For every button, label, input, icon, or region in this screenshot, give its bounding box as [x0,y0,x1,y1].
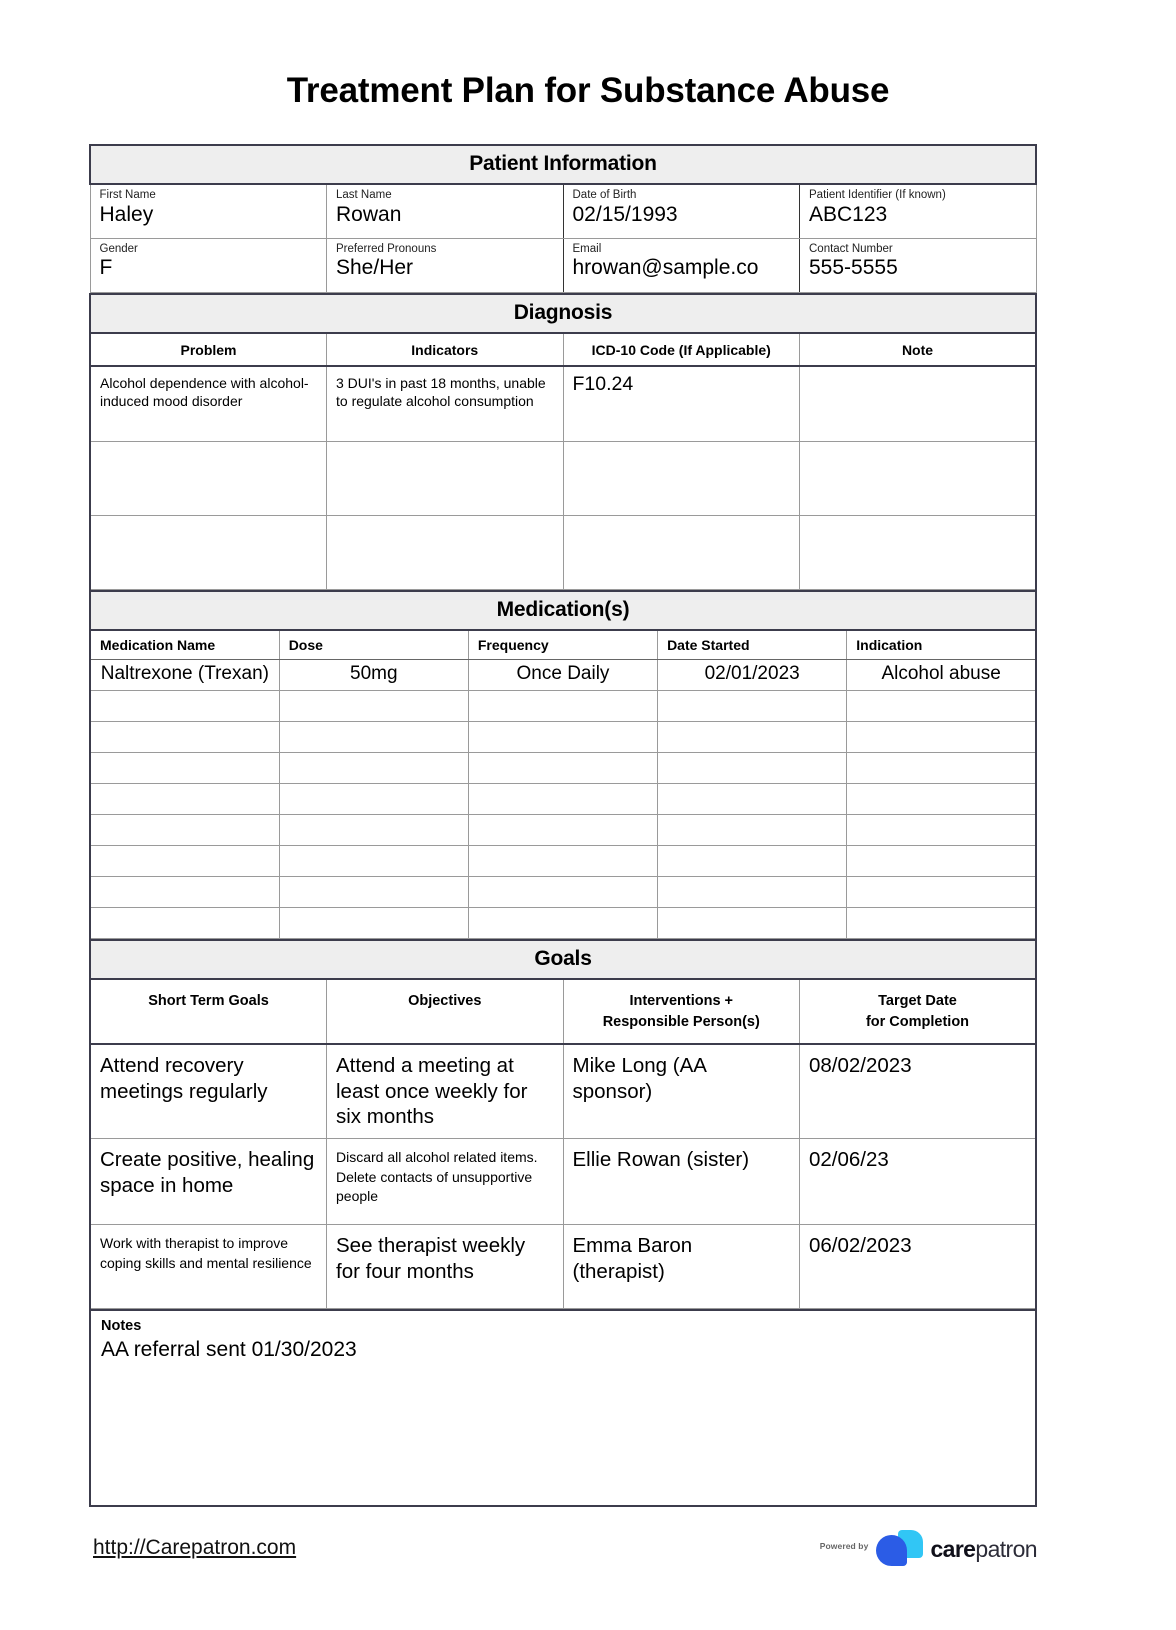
carepatron-branding [820,1530,1037,1566]
notes-text[interactable]: AA referral sent 01/30/2023 [101,1338,357,1362]
goal-cell-target-date[interactable]: 08/02/2023 [800,1044,1037,1138]
goals-table [89,939,1037,1309]
goals-col-target-date-line1: Target Date [878,993,957,1009]
diagnosis-col-icd10: ICD-10 Code (If Applicable) [563,333,800,366]
notes-row [90,1310,1036,1506]
field-gender-label: Gender [99,242,138,255]
goal-cell-target-date[interactable]: 02/06/23 [800,1139,1037,1225]
goal-cell-objective[interactable]: Discard all alcohol related items. Delete contacts of unsupportive people [327,1139,564,1225]
page-title: Treatment Plan for Substance Abuse [286,71,890,110]
medication-cell-date-started[interactable] [658,846,847,877]
medications-col-dose: Dose [279,630,468,660]
field-email-label: Email [572,242,602,255]
medication-cell-dose[interactable] [279,753,468,784]
goals-col-objectives: Objectives [327,979,564,1044]
patient-information-table [89,144,1037,293]
medication-cell-name[interactable] [90,753,279,784]
medication-cell-frequency[interactable] [468,877,657,908]
field-preferred-pronouns[interactable] [327,238,564,292]
diagnosis-col-problem: Problem [90,333,327,366]
patient-info-row-1 [90,184,1036,238]
diagnosis-cell-note[interactable] [800,516,1037,590]
diagnosis-row [90,516,1036,590]
patient-information-banner-row [90,145,1036,184]
medication-cell-indication[interactable] [847,722,1036,753]
field-last-name-label: Last Name [336,189,392,201]
medication-cell-date-started[interactable]: 02/01/2023 [658,660,847,691]
medication-row [90,660,1036,691]
diagnosis-cell-icd10[interactable] [563,516,800,590]
medication-cell-frequency[interactable] [468,908,657,939]
field-gender-value: F [99,256,113,280]
medication-cell-indication[interactable] [847,784,1036,815]
medications-header-row [90,630,1036,660]
medication-cell-indication[interactable] [847,846,1036,877]
goal-cell-short-term-goal[interactable]: Attend recovery meetings regularly [90,1044,327,1138]
medication-cell-frequency[interactable] [468,722,657,753]
medication-row [90,908,1036,939]
diagnosis-cell-problem[interactable]: Alcohol dependence with alcohol-induced mood disorder [90,366,327,442]
medication-cell-indication[interactable] [847,815,1036,846]
field-preferred-pronouns-label: Preferred Pronouns [336,242,437,255]
diagnosis-row [90,442,1036,516]
notes-label: Notes [101,1318,142,1335]
medications-col-indication: Indication [847,630,1036,660]
medication-cell-indication[interactable] [847,908,1036,939]
goal-cell-target-date[interactable]: 06/02/2023 [800,1225,1037,1309]
goal-cell-objective[interactable]: See therapist weekly for four months [327,1225,564,1309]
medication-cell-name[interactable] [90,877,279,908]
medication-cell-name[interactable] [90,908,279,939]
patient-info-row-2 [90,238,1036,292]
medication-cell-dose[interactable] [279,815,468,846]
medications-banner-row [90,591,1036,630]
notes-table [89,1309,1037,1507]
medication-row [90,877,1036,908]
medication-row [90,846,1036,877]
field-gender[interactable] [90,238,327,292]
medication-cell-frequency[interactable] [468,815,657,846]
field-contact-number-value: 555-5555 [809,256,898,280]
medication-cell-date-started[interactable] [658,784,847,815]
goals-col-short-term-goals: Short Term Goals [90,979,327,1044]
medication-cell-frequency[interactable]: Once Daily [468,660,657,691]
medication-cell-dose[interactable] [279,784,468,815]
field-first-name-value: Haley [99,202,154,226]
medication-cell-name[interactable] [90,691,279,722]
medication-cell-frequency[interactable] [468,691,657,722]
medication-cell-dose[interactable] [279,908,468,939]
medication-row [90,784,1036,815]
medication-cell-dose[interactable] [279,846,468,877]
field-date-of-birth-label: Date of Birth [572,189,637,201]
field-date-of-birth[interactable] [563,184,800,238]
goals-banner-row [90,940,1036,979]
medication-cell-dose[interactable]: 50mg [279,660,468,691]
medications-col-frequency: Frequency [468,630,657,660]
medication-cell-date-started[interactable] [658,908,847,939]
field-patient-identifier-label: Patient Identifier (If known) [809,189,946,201]
diagnosis-col-note: Note [800,333,1037,366]
field-last-name[interactable] [327,184,564,238]
goal-cell-short-term-goal[interactable]: Work with therapist to improve coping skills and mental resilience [90,1225,327,1309]
logo-blue-shape [876,1535,907,1566]
medication-row [90,722,1036,753]
page-footer [89,1530,1037,1590]
medication-cell-indication[interactable] [847,691,1036,722]
medication-cell-dose[interactable] [279,877,468,908]
medication-cell-indication[interactable]: Alcohol abuse [847,660,1036,691]
medication-cell-indication[interactable] [847,877,1036,908]
diagnosis-cell-icd10[interactable]: F10.24 [563,366,800,442]
medication-cell-dose[interactable] [279,691,468,722]
goal-cell-intervention[interactable]: Mike Long (AA sponsor) [563,1044,800,1138]
goals-section-title: Goals [90,940,1036,979]
goal-cell-intervention[interactable]: Emma Baron (therapist) [563,1225,800,1309]
diagnosis-banner-row [90,294,1036,333]
field-last-name-value: Rowan [336,202,402,226]
notes-cell[interactable] [90,1310,1036,1506]
diagnosis-cell-note[interactable] [800,442,1037,516]
diagnosis-row [90,366,1036,442]
goals-col-interventions-line2: Responsible Person(s) [602,1013,760,1030]
field-patient-identifier-value: ABC123 [809,202,888,226]
diagnosis-cell-icd10[interactable] [563,442,800,516]
medication-cell-name[interactable] [90,815,279,846]
powered-by-label: Powered by [819,1541,869,1551]
goal-row [90,1225,1036,1309]
carepatron-logo-icon [876,1530,923,1566]
field-contact-number[interactable] [800,238,1037,292]
diagnosis-cell-indicators[interactable] [327,442,564,516]
diagnosis-cell-problem[interactable] [90,516,327,590]
medication-row [90,815,1036,846]
carepatron-url-link[interactable]: http://Carepatron.com [93,1536,297,1559]
diagnosis-col-indicators: Indicators [327,333,564,366]
medications-section-title: Medication(s) [90,591,1036,630]
field-email[interactable] [563,238,800,292]
medication-cell-name[interactable] [90,846,279,877]
diagnosis-table [89,293,1037,591]
field-patient-identifier[interactable] [800,184,1037,238]
field-first-name-label: First Name [99,189,156,201]
goal-cell-objective[interactable]: Attend a meeting at least once weekly for six months [327,1044,564,1138]
medication-cell-frequency[interactable] [468,784,657,815]
medication-cell-frequency[interactable] [468,753,657,784]
field-email-value: hrowan@sample.co [572,256,759,280]
goal-row [90,1139,1036,1225]
diagnosis-cell-indicators[interactable] [327,516,564,590]
medication-row [90,691,1036,722]
goal-cell-intervention[interactable]: Ellie Rowan (sister) [563,1139,800,1225]
goals-col-target-date [800,979,1037,1044]
medication-cell-indication[interactable] [847,753,1036,784]
goals-col-interventions [563,979,800,1044]
field-first-name[interactable] [90,184,327,238]
diagnosis-cell-problem[interactable] [90,442,327,516]
diagnosis-header-row [90,333,1036,366]
diagnosis-cell-indicators[interactable]: 3 DUI's in past 18 months, unable to regulate alcohol consumption [327,366,564,442]
treatment-plan-form [89,144,1037,1507]
medication-cell-date-started[interactable] [658,815,847,846]
medication-cell-dose[interactable] [279,722,468,753]
goals-header-row [90,979,1036,1044]
goals-col-interventions-line1: Interventions + [629,993,734,1009]
medications-col-name: Medication Name [90,630,279,660]
wordmark-care: care [930,1535,976,1562]
medication-cell-date-started[interactable] [658,691,847,722]
goal-row [90,1044,1036,1138]
medication-row [90,753,1036,784]
wordmark-patron: patron [975,1535,1037,1562]
field-contact-number-label: Contact Number [809,242,893,255]
medication-cell-name[interactable] [90,784,279,815]
diagnosis-cell-note[interactable] [800,366,1037,442]
goal-cell-short-term-goal[interactable]: Create positive, healing space in home [90,1139,327,1225]
medications-col-date-started: Date Started [658,630,847,660]
medication-cell-frequency[interactable] [468,846,657,877]
diagnosis-section-title: Diagnosis [90,294,1036,333]
field-preferred-pronouns-value: She/Her [336,256,414,280]
carepatron-wordmark [930,1535,1037,1562]
patient-information-section-title: Patient Information [90,145,1036,184]
goals-col-target-date-line2: for Completion [865,1013,970,1030]
medication-cell-date-started[interactable] [658,877,847,908]
medication-cell-date-started[interactable] [658,722,847,753]
field-date-of-birth-value: 02/15/1993 [572,202,678,226]
medication-cell-name[interactable]: Naltrexone (Trexan) [90,660,279,691]
medication-cell-name[interactable] [90,722,279,753]
medications-table [89,590,1037,939]
medication-cell-date-started[interactable] [658,753,847,784]
